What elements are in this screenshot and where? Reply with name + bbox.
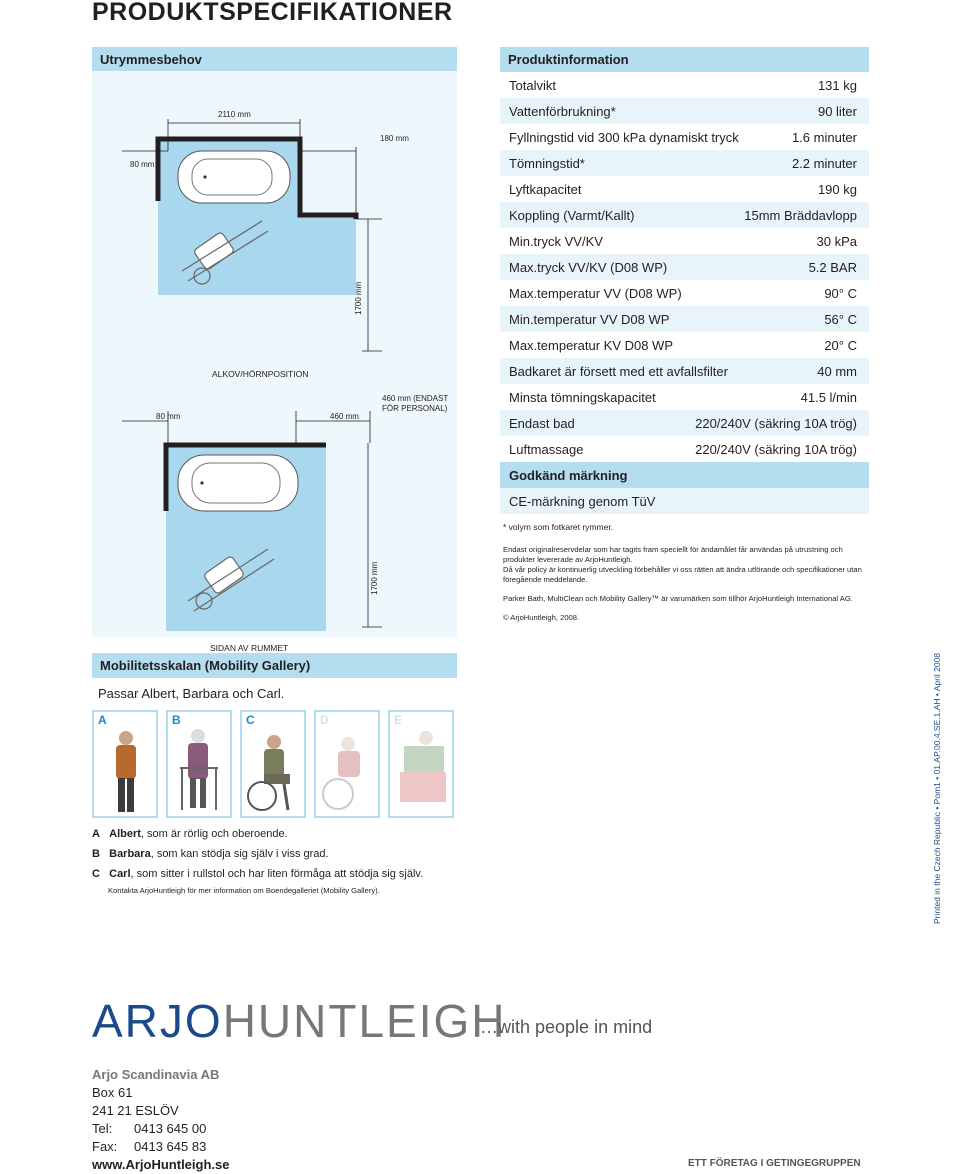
card-letter: D: [320, 713, 329, 727]
product-info-table: [500, 47, 869, 514]
mobility-card-d: [314, 710, 380, 818]
row-label: Max.temperatur VV (D08 WP): [509, 285, 682, 301]
website-link[interactable]: www.ArjoHuntleigh.se: [92, 1157, 230, 1172]
row-value: 5.2 BAR: [808, 259, 857, 275]
phone: Tel: 0413 645 00: [92, 1121, 207, 1136]
product-info-row: [500, 72, 869, 98]
legend-a: [92, 828, 288, 840]
row-label: Max.tryck VV/KV (D08 WP): [509, 259, 668, 275]
alcove-caption: ALKOV/HÖRNPOSITION: [212, 369, 309, 379]
legend-b: [92, 848, 329, 860]
trademark-note: Parker Bath, MultiClean och Mobility Gallery™ är varumärken som tillhör ArjoHuntleigh International AG.: [503, 594, 853, 603]
legend-text: , som sitter i rullstol och har liten förmåga att stödja sig själv.: [130, 868, 424, 880]
row-value: 1.6 minuter: [791, 129, 857, 145]
row-value: 131 kg: [817, 77, 857, 93]
product-info-row: [500, 332, 869, 358]
product-info-row: [500, 228, 869, 254]
legend-letter: C: [92, 868, 100, 880]
space-header: Utrymmesbehov: [92, 47, 457, 71]
card-letter: B: [172, 713, 181, 727]
row-label: Min.temperatur VV D08 WP: [509, 311, 670, 327]
dim-bottom-left: 80 mm: [156, 412, 181, 421]
product-info-row: [500, 436, 869, 462]
dim-top-left: 80 mm: [130, 160, 155, 169]
card-letter: E: [394, 713, 403, 727]
mobility-card-b: [166, 710, 232, 818]
product-info-row: [500, 150, 869, 176]
product-info-row: [500, 306, 869, 332]
product-info-row: [500, 384, 869, 410]
address-block: [92, 1066, 229, 1174]
contact-note: Kontakta ArjoHuntleigh för mer information om Boendegalleriet (Mobility Gallery).: [108, 886, 380, 895]
row-value: 15mm Bräddavlopp: [744, 207, 857, 223]
row-value: 40 mm: [817, 363, 857, 379]
row-value: 90 liter: [817, 103, 857, 119]
row-value: 2.2 minuter: [791, 155, 857, 171]
row-label: Luftmassage: [509, 441, 584, 457]
legend-name: Barbara: [109, 848, 151, 860]
row-value: 41.5 l/min: [800, 389, 857, 405]
legend-text: , som är rörlig och oberoende.: [140, 828, 288, 840]
mobility-header: Mobilitetsskalan (Mobility Gallery): [92, 653, 457, 678]
logo-huntleigh: HUNTLEIGH: [222, 995, 507, 1047]
side-caption: SIDAN AV RUMMET: [210, 643, 289, 653]
legend-letter: B: [92, 848, 100, 860]
dim-width-total: 2110 mm: [218, 110, 251, 119]
row-value: 220/240V (säkring 10A trög): [695, 441, 857, 457]
fax: Fax: 0413 645 83: [92, 1139, 207, 1154]
po-box: Box 61: [92, 1085, 133, 1100]
legend-name: Albert: [109, 828, 141, 840]
row-value: 30 kPa: [816, 233, 857, 249]
product-info-header: Produktinformation: [500, 47, 869, 72]
mobility-subtitle: Passar Albert, Barbara och Carl.: [98, 686, 285, 701]
brand-tagline: …with people in mind: [480, 1017, 653, 1037]
row-value: 90° C: [824, 285, 857, 301]
dim-bottom-right-1: 460 mm (ENDAST: [382, 394, 449, 403]
product-info-row: [500, 124, 869, 150]
row-label: Tömningstid*: [509, 155, 585, 171]
person-bed-icon: [390, 712, 452, 816]
row-label: Endast bad: [509, 415, 575, 431]
dim-top-height: 1700 mm: [354, 281, 363, 315]
side-print: Printed in the Czech Republic • Pom1 • 01.AP.00.4.SE.1.AH • April 2008: [932, 652, 942, 924]
company-name: Arjo Scandinavia AB: [92, 1067, 220, 1082]
row-value: 20° C: [824, 337, 857, 353]
person-standing-icon: [94, 712, 156, 816]
row-label: Koppling (Varmt/Kallt): [509, 207, 635, 223]
disclaimer-2: Då vår policy är kontinuerlig utveckling förbehåller vi oss rätten att ändra utförande och specifikationer utan föregående meddelande.: [503, 565, 862, 584]
legend-text: , som kan stödja sig själv i viss grad.: [150, 848, 329, 860]
brand-logo: [92, 994, 507, 1048]
product-info-rows: [500, 72, 869, 462]
dim-top-right: 180 mm: [380, 134, 409, 143]
dim-bottom-height: 1700 mm: [370, 561, 379, 595]
row-value: 56° C: [824, 311, 857, 327]
row-label: Fyllningstid vid 300 kPa dynamiskt tryck: [509, 129, 739, 145]
floorplan-diagram: [92, 71, 457, 653]
mobility-card-e: [388, 710, 454, 818]
mobility-card-c: [240, 710, 306, 818]
person-wheelchair-icon: [316, 712, 378, 816]
product-info-row: [500, 410, 869, 436]
space-panel: [92, 47, 457, 653]
product-info-row: [500, 280, 869, 306]
copyright: © ArjoHuntleigh, 2008.: [503, 613, 580, 622]
legend-letter: A: [92, 828, 100, 840]
page-title: PRODUKTSPECIFIKATIONER: [92, 0, 453, 26]
product-info-row: [500, 202, 869, 228]
mobility-card-a: [92, 710, 158, 818]
product-info-row: [500, 358, 869, 384]
legend-c: [92, 868, 423, 880]
dim-bottom-middle: 460 mm: [330, 412, 359, 421]
group-note: ETT FÖRETAG I GETINGEGRUPPEN: [688, 1158, 861, 1169]
row-label: Minsta tömningskapacitet: [509, 389, 656, 405]
dim-bottom-right-2: FÖR PERSONAL): [382, 404, 448, 413]
approval-row: CE-märkning genom TüV: [500, 488, 869, 514]
postal-city: 241 21 ESLÖV: [92, 1103, 179, 1118]
product-info-row: [500, 176, 869, 202]
product-info-row: [500, 98, 869, 124]
row-label: Totalvikt: [509, 77, 556, 93]
approval-header: Godkänd märkning: [500, 462, 869, 488]
row-label: Lyftkapacitet: [509, 181, 582, 197]
person-walker-icon: [168, 712, 230, 816]
row-value: 220/240V (säkring 10A trög): [695, 415, 857, 431]
disclaimer-1: Endast originalreservdelar som har tagits fram speciellt för ändamålet får användas på utrustning och produkter levererade av ArjoHuntleigh.: [503, 545, 843, 564]
row-label: Badkaret är försett med ett avfallsfilter: [509, 363, 728, 379]
row-label: Min.tryck VV/KV: [509, 233, 603, 249]
row-label: Max.temperatur KV D08 WP: [509, 337, 673, 353]
footnote: * volym som fotkaret rymmer.: [503, 522, 614, 532]
card-letter: A: [98, 713, 107, 727]
logo-arjo: ARJO: [92, 995, 223, 1047]
card-letter: C: [246, 713, 255, 727]
row-label: Vattenförbrukning*: [509, 103, 616, 119]
row-value: 190 kg: [817, 181, 857, 197]
legend-name: Carl: [109, 868, 131, 880]
person-wheelchair-icon: [242, 712, 304, 816]
product-info-row: [500, 254, 869, 280]
